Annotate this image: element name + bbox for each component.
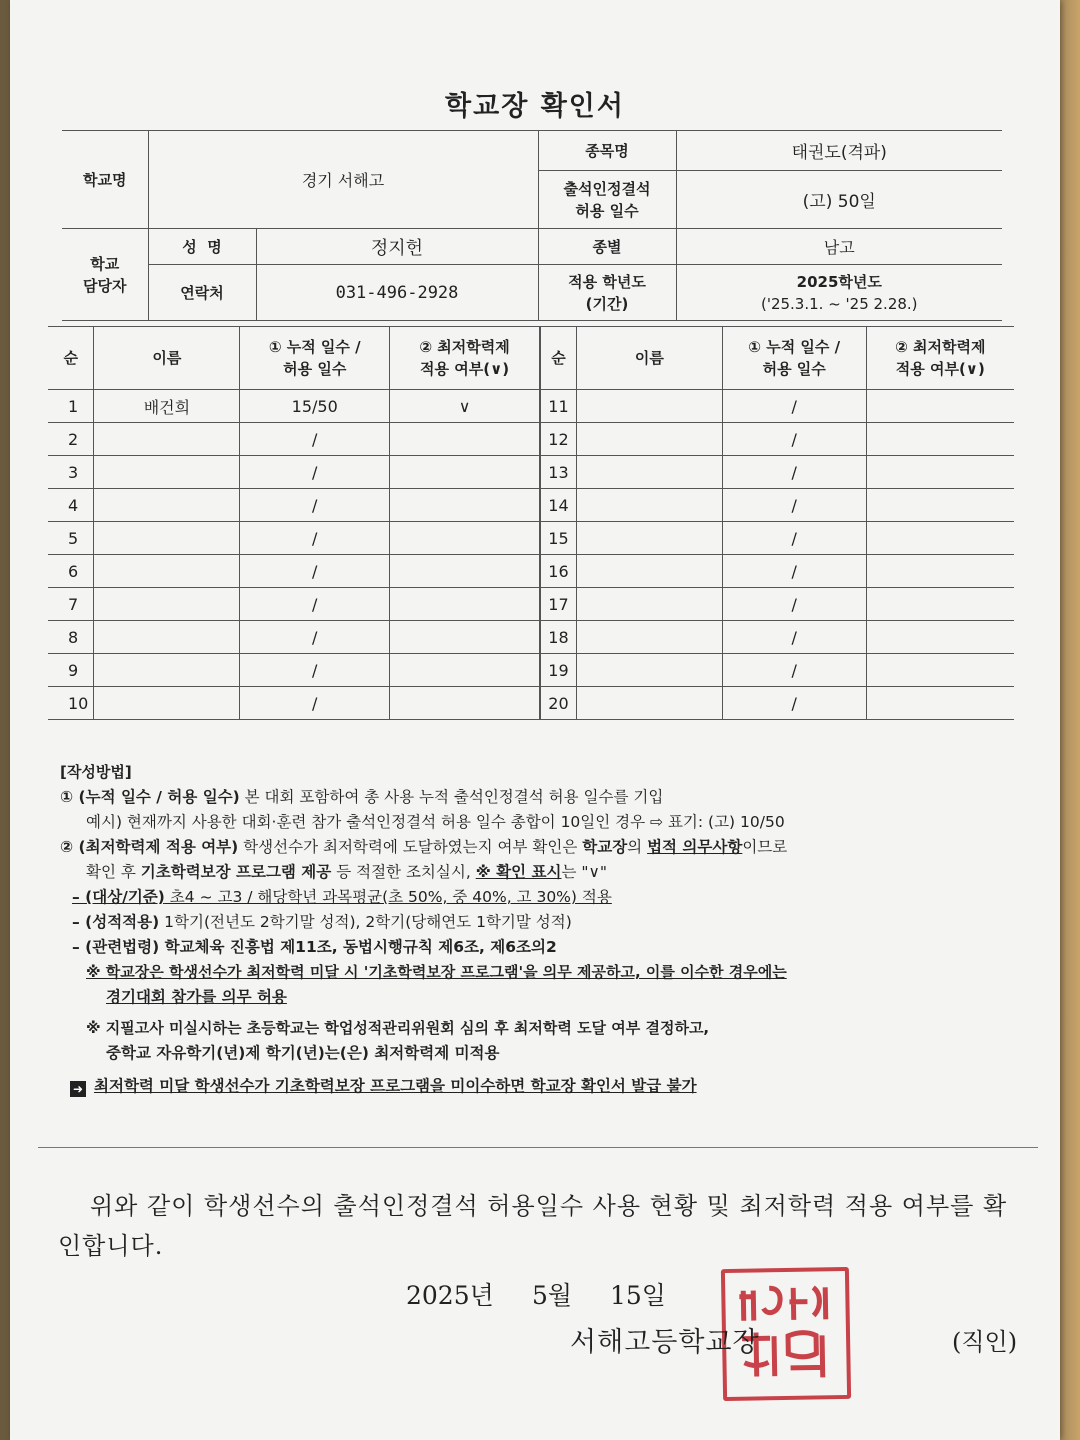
instruction-2: [60, 835, 1020, 860]
row-name: [576, 423, 722, 456]
allow-label: 출석인정결석 허용 일수: [538, 171, 676, 229]
table-row: [48, 423, 540, 456]
instruction-target: [60, 885, 1020, 910]
instruction-target-title: – (대상/기준): [72, 888, 165, 906]
date-day: 15일: [610, 1281, 666, 1310]
instruction-1: [60, 785, 1020, 810]
row-number: 12: [541, 423, 577, 456]
row-check: [390, 456, 540, 489]
col-days-header: ① 누적 일수 / 허용 일수: [722, 327, 866, 390]
row-check: [866, 588, 1014, 621]
row-number: 16: [541, 555, 577, 588]
row-name: [94, 654, 240, 687]
instruction-2-cont-text: 확인 후: [86, 863, 141, 881]
row-days: /: [240, 621, 390, 654]
contact-label: 연락처: [148, 265, 256, 321]
table-row: [541, 423, 1015, 456]
row-check: [866, 423, 1014, 456]
row-days: 15/50: [240, 390, 390, 423]
row-number: 17: [541, 588, 577, 621]
row-days: /: [240, 423, 390, 456]
instruction-note-2: ※ 지필고사 미실시하는 초등학교는 학업성적관리위원회 심의 후 최저학력 도달 여부 결정하고,: [86, 1019, 710, 1037]
header-info-table: [62, 130, 1002, 321]
row-days: /: [722, 456, 866, 489]
signer-name: 서해고등학교장: [570, 1327, 760, 1358]
row-check: [866, 390, 1014, 423]
row-number: 18: [541, 621, 577, 654]
confirmation-text: 위와 같이 학생선수의 출석인정결석 허용일수 사용 현황 및 최저학력 적용 여부를 확인합니다.: [58, 1192, 1008, 1260]
document-page: [10, 0, 1060, 1440]
row-name: [94, 588, 240, 621]
table-row: [48, 522, 540, 555]
row-name: [576, 456, 722, 489]
instruction-2-cont: [60, 860, 1020, 885]
row-check: [390, 423, 540, 456]
row-days: /: [240, 555, 390, 588]
row-days: /: [722, 654, 866, 687]
instruction-note-1-cont: 경기대회 참가를 의무 허용: [106, 988, 287, 1006]
row-number: 2: [48, 423, 94, 456]
row-number: 1: [48, 390, 94, 423]
row-days: /: [240, 522, 390, 555]
table-row: [48, 621, 540, 654]
col-apply-header: ② 최저학력제 적용 여부(∨): [866, 327, 1014, 390]
instruction-2-text: 학생선수가 최저학력에 도달하였는지 여부 확인은: [238, 838, 583, 856]
row-days: /: [240, 489, 390, 522]
row-days: /: [722, 555, 866, 588]
table-row: [48, 555, 540, 588]
row-name: [576, 489, 722, 522]
col-apply-header: ② 최저학력제 적용 여부(∨): [390, 327, 540, 390]
row-name: [94, 555, 240, 588]
row-number: 15: [541, 522, 577, 555]
row-name: 배건희: [94, 390, 240, 423]
row-name: [94, 687, 240, 720]
row-check: [390, 654, 540, 687]
row-check: ∨: [390, 390, 540, 423]
table-row: [541, 522, 1015, 555]
row-name: [94, 621, 240, 654]
instruction-warning: [60, 1074, 1020, 1099]
name-value: 정지헌: [256, 229, 538, 265]
row-check: [390, 489, 540, 522]
row-name: [576, 522, 722, 555]
sport-value: 태권도(격파): [676, 131, 1002, 171]
row-name: [94, 522, 240, 555]
table-row: [541, 588, 1015, 621]
instruction-2-cont-text2: 등 적절한 조치실시,: [331, 863, 476, 881]
row-name: [576, 390, 722, 423]
instruction-2-cont-text3: 는 "∨": [561, 863, 607, 881]
row-days: /: [722, 588, 866, 621]
col-days-header: ① 누적 일수 / 허용 일수: [240, 327, 390, 390]
table-row: [541, 621, 1015, 654]
instruction-note-1: ※ 학교장은 학생선수가 최저학력 미달 시 '기초학력보장 프로그램'을 의무 제공하고, 이를 이수한 경우에는: [86, 963, 787, 981]
row-check: [866, 522, 1014, 555]
table-row: [541, 489, 1015, 522]
instruction-2-text3: 이므로: [742, 838, 788, 856]
instruction-2-cont-mark: ※ 확인 표시: [475, 863, 562, 881]
row-number: 11: [541, 390, 577, 423]
manager-label: 학교 담당자: [62, 229, 148, 321]
col-no-header: 순: [48, 327, 94, 390]
table-row: [48, 390, 540, 423]
row-days: /: [722, 423, 866, 456]
instructions-tag: [작성방법]: [60, 763, 132, 781]
year-cell: [676, 265, 1002, 321]
table-row: [541, 456, 1015, 489]
col-name-header: 이름: [94, 327, 240, 390]
student-list-left: [48, 326, 540, 720]
table-row: [48, 456, 540, 489]
row-name: [576, 588, 722, 621]
table-row: [541, 555, 1015, 588]
row-number: 4: [48, 489, 94, 522]
col-no-header: 순: [541, 327, 577, 390]
row-days: /: [722, 489, 866, 522]
row-days: /: [722, 621, 866, 654]
row-days: /: [240, 654, 390, 687]
row-name: [94, 489, 240, 522]
row-number: 10: [48, 687, 94, 720]
row-number: 9: [48, 654, 94, 687]
student-list-right: [540, 326, 1014, 720]
instruction-target-text: 초4 ~ 고3 / 해당학년 과목평균(초 50%, 중 40%, 고 30%) 적용: [164, 888, 612, 906]
instruction-2-title: ② (최저학력제 적용 여부): [60, 838, 239, 856]
row-number: 13: [541, 456, 577, 489]
date-month: 5월: [532, 1281, 573, 1310]
year-label: 적용 학년도 (기간): [538, 265, 676, 321]
row-number: 5: [48, 522, 94, 555]
sport-label: 종목명: [538, 131, 676, 171]
table-row: [541, 654, 1015, 687]
instruction-2-emph-principal: 학교장: [582, 838, 628, 856]
instruction-grade: [60, 910, 1020, 935]
row-check: [866, 555, 1014, 588]
row-number: 14: [541, 489, 577, 522]
instruction-grade-title: – (성적적용): [72, 913, 160, 931]
allow-value: (고) 50일: [676, 171, 1002, 229]
row-check: [866, 621, 1014, 654]
year-value: 2025학년도: [796, 272, 882, 291]
row-check: [866, 456, 1014, 489]
row-number: 7: [48, 588, 94, 621]
arrow-box-icon: ➜: [70, 1081, 86, 1097]
gender-value: 남고: [676, 229, 1002, 265]
row-number: 19: [541, 654, 577, 687]
instruction-grade-text: 1학기(전년도 2학기말 성적), 2학기(당해연도 1학기말 성적): [159, 913, 572, 931]
row-check: [390, 588, 540, 621]
gender-label: 종별: [538, 229, 676, 265]
contact-value: 031-496-2928: [256, 265, 538, 321]
table-row: [541, 390, 1015, 423]
instruction-law: – (관련법령) 학교체육 진흥법 제11조, 동법시행규칙 제6조, 제6조의2: [72, 938, 557, 956]
row-check: [866, 489, 1014, 522]
instruction-note-2-cont: 중학교 자유학기(년)제 학기(년)는(은) 최저학력제 미적용: [106, 1044, 500, 1062]
date-year: 2025년: [406, 1281, 494, 1310]
school-value: 경기 서해고: [148, 131, 538, 229]
row-check: [390, 555, 540, 588]
row-check: [866, 654, 1014, 687]
instructions-section: [60, 760, 1020, 1099]
row-check: [390, 621, 540, 654]
table-row: [48, 588, 540, 621]
row-check: [390, 687, 540, 720]
table-row: [48, 687, 540, 720]
table-row: [48, 654, 540, 687]
instruction-example: 예시) 현재까지 사용한 대회·훈련 참가 출석인정결석 허용 일수 총합이 10일인 경우 ⇨ 표기: (고) 10/50: [86, 813, 785, 831]
row-name: [94, 423, 240, 456]
row-check: [390, 522, 540, 555]
divider: [38, 1147, 1038, 1148]
table-row: [48, 489, 540, 522]
row-days: /: [722, 687, 866, 720]
name-label: 성 명: [148, 229, 256, 265]
row-days: /: [722, 522, 866, 555]
col-name-header: 이름: [576, 327, 722, 390]
year-period: ('25.3.1. ~ '25 2.28.): [760, 294, 918, 313]
instruction-1-text: 본 대회 포함하여 총 사용 누적 출석인정결석 허용 일수를 기입: [239, 788, 664, 806]
seal-note: (직인): [952, 1328, 1018, 1356]
row-number: 6: [48, 555, 94, 588]
row-name: [576, 654, 722, 687]
instruction-2-text2: 의: [627, 838, 648, 856]
instruction-2-emph-duty: 법적 의무사항: [647, 838, 743, 856]
row-days: /: [240, 687, 390, 720]
row-name: [576, 687, 722, 720]
row-days: /: [240, 456, 390, 489]
row-days: /: [240, 588, 390, 621]
instruction-warning-text: 최저학력 미달 학생선수가 기초학력보장 프로그램을 미이수하면 학교장 확인서 발급 불가: [94, 1077, 697, 1095]
table-row: [541, 687, 1015, 720]
row-number: 3: [48, 456, 94, 489]
row-number: 8: [48, 621, 94, 654]
row-name: [94, 456, 240, 489]
row-name: [576, 555, 722, 588]
instruction-2-cont-program: 기초학력보장 프로그램 제공: [140, 863, 332, 881]
row-check: [866, 687, 1014, 720]
row-number: 20: [541, 687, 577, 720]
row-days: /: [722, 390, 866, 423]
instruction-1-title: ① (누적 일수 / 허용 일수): [60, 788, 240, 806]
school-label: 학교명: [62, 131, 148, 229]
page-title: 학교장 확인서: [445, 91, 625, 122]
row-name: [576, 621, 722, 654]
